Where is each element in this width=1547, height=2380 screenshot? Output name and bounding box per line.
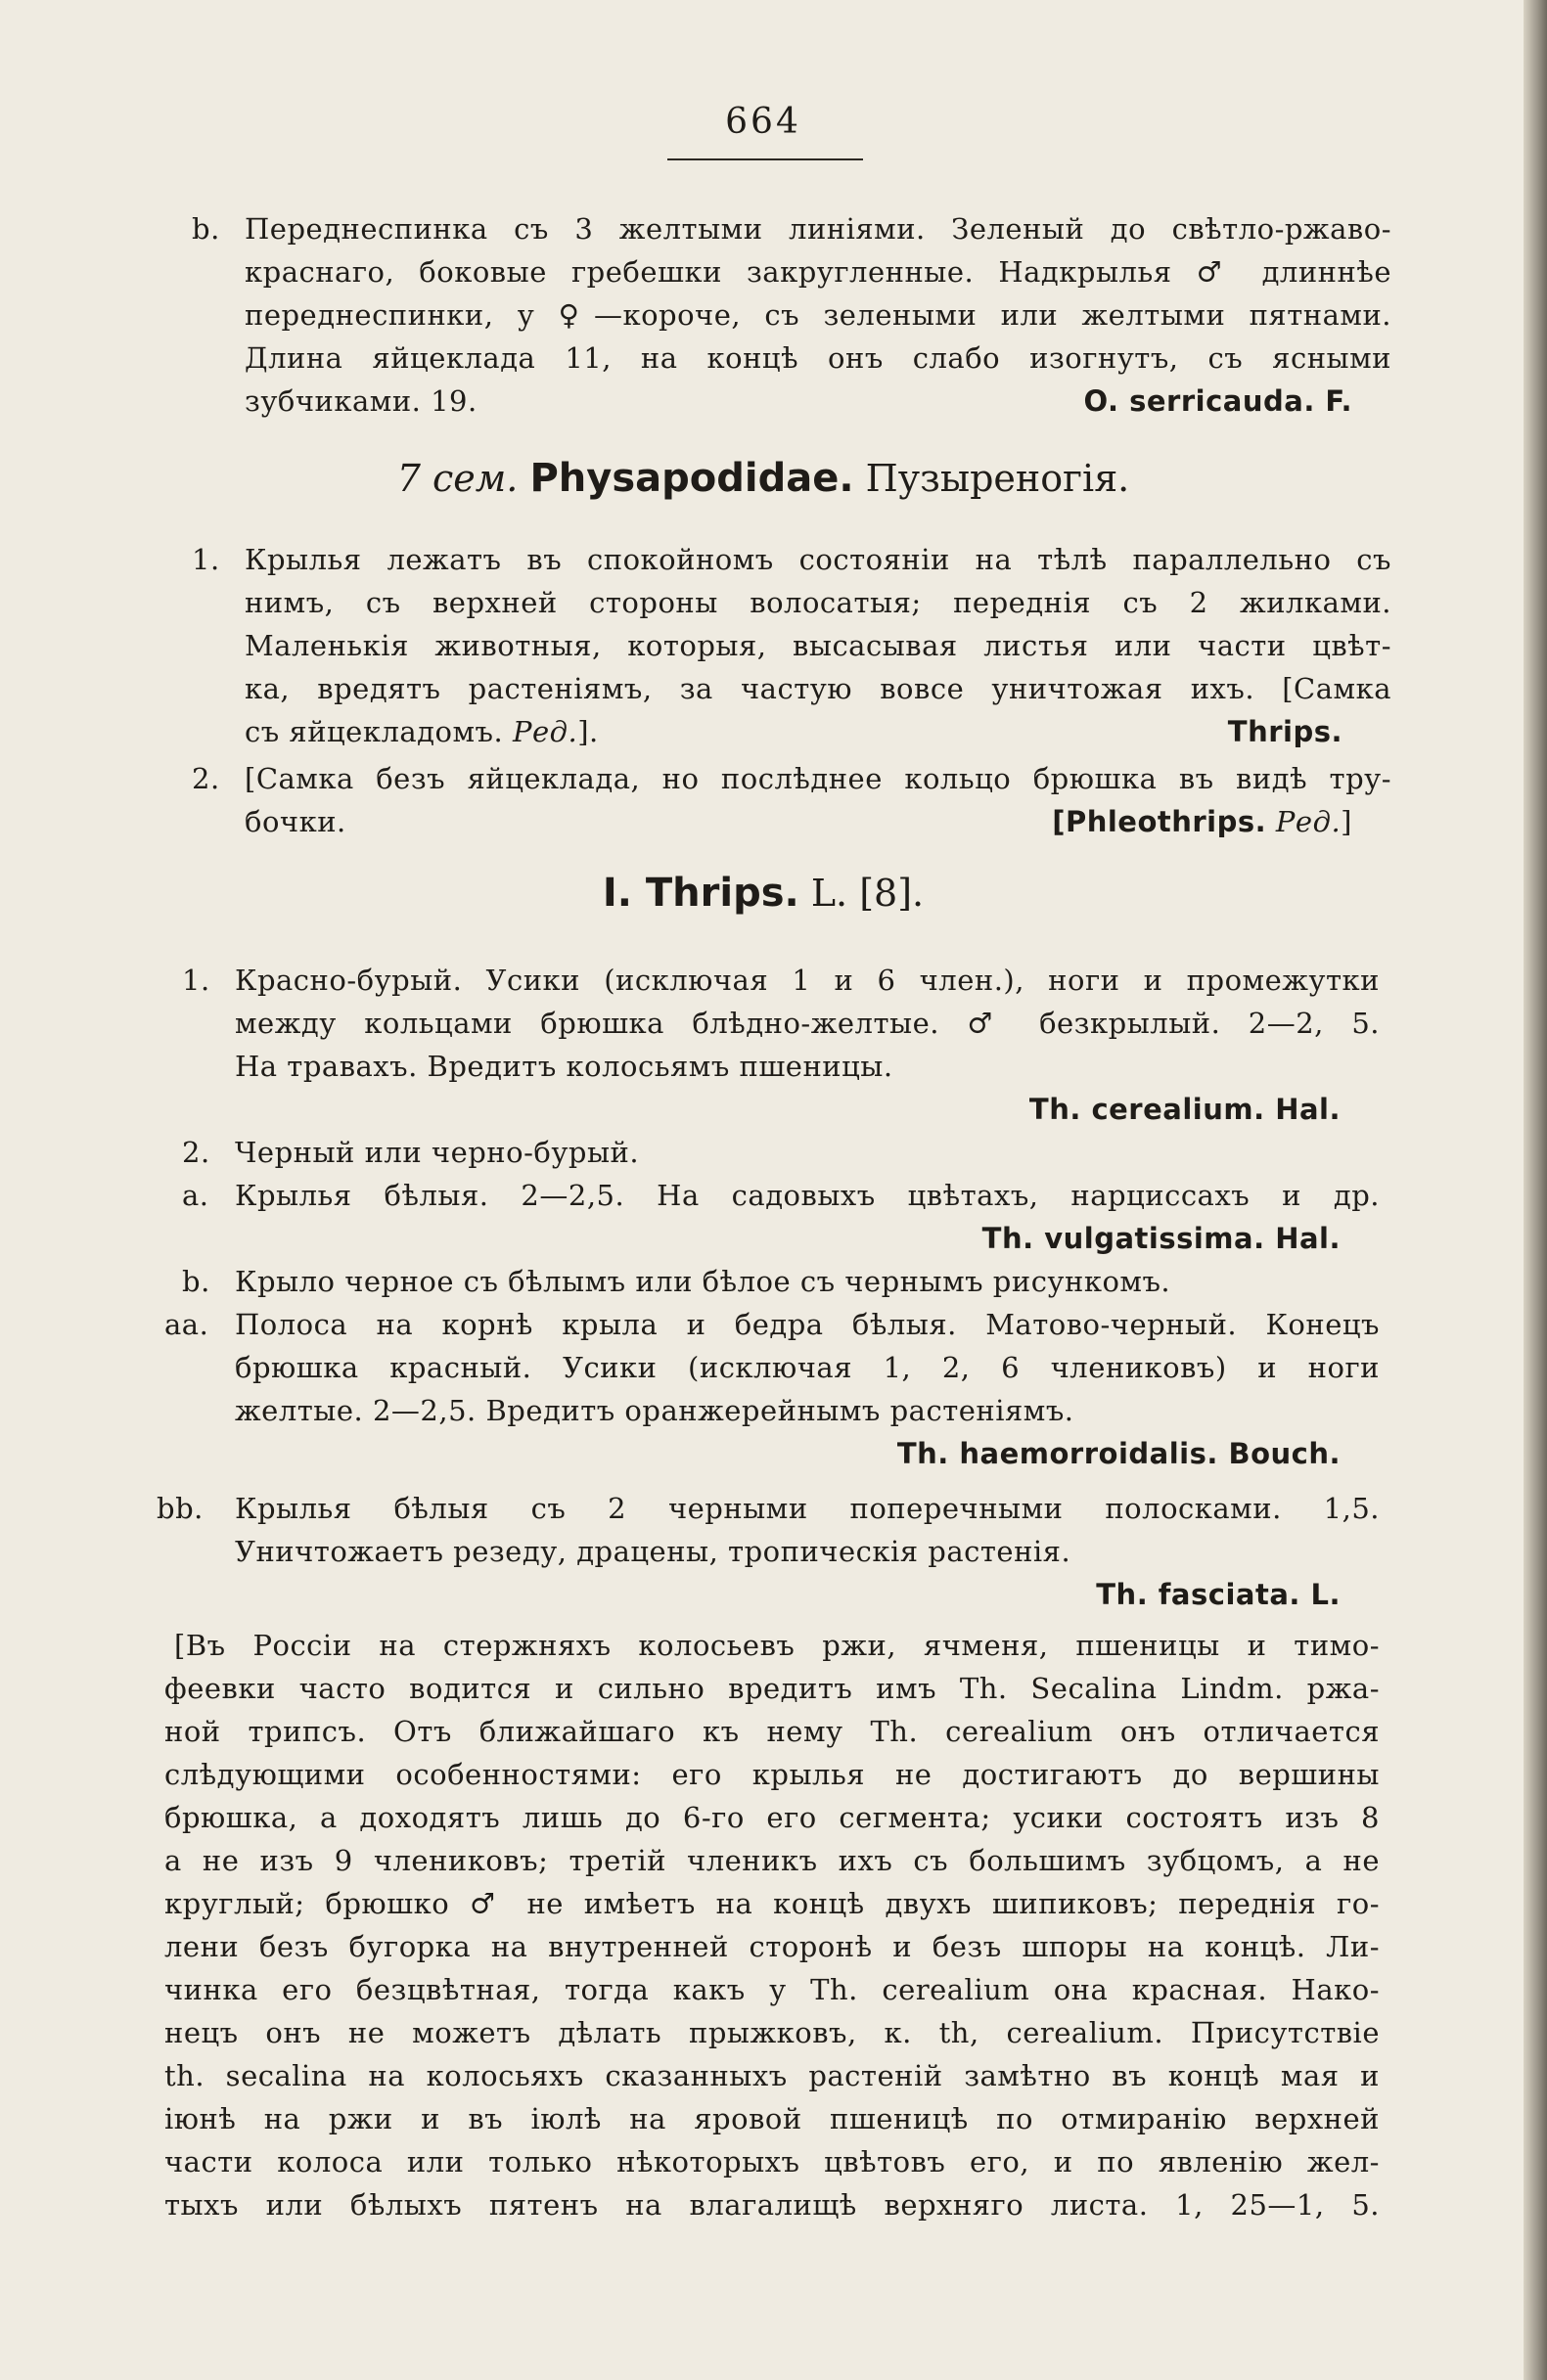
genus-item-text — [235, 1260, 1380, 1303]
text-line: Уничтожаетъ резеду, драцены, тропическія растенія. — [235, 1535, 1071, 1568]
text-line: Крылья лежатъ въ спокойномъ состояніи на тѣлѣ параллельно съ — [245, 543, 1391, 576]
genus-item-marker: 2. — [182, 1136, 210, 1169]
text-line: На травахъ. Вредитъ колосьямъ пшеницы. — [235, 1050, 893, 1083]
text-line: части колоса или только нѣкоторыхъ цвѣтовъ его, и по явленію жел- — [164, 2145, 1380, 2178]
text-line — [245, 380, 1391, 423]
genus-heading-name: I. Thrips. — [602, 871, 799, 916]
entry-marker-top: b. — [192, 212, 220, 246]
text-line: брюшка, а доходятъ лишь до 6-го его сегмента; усики состоятъ изъ 8 — [164, 1801, 1380, 1834]
text-line-end: съ яйцекладомъ. — [245, 715, 504, 748]
text-line: [Самка безъ яйцеклада, но послѣднее кольцо брюшка въ видѣ тру- — [245, 762, 1391, 795]
family-heading — [0, 456, 1526, 501]
genus-item-marker: b. — [182, 1265, 210, 1298]
species-name: Th. haemorroidalis. Bouch. — [896, 1437, 1341, 1470]
text-line: желтые. 2—2,5. Вредитъ оранжерейнымъ растеніямъ. — [235, 1394, 1074, 1427]
text-line: нимъ, съ верхней стороны волосатыя; переднія съ 2 жилками. — [245, 586, 1391, 619]
text-line: брюшка красный. Усики (исключая 1, 2, 6 члениковъ) и ноги — [235, 1351, 1380, 1384]
species-name: Th. cerealium. Hal. — [1028, 1093, 1341, 1126]
page-edge-shadow — [1524, 0, 1547, 2380]
text-line: Крылья бѣлыя. 2—2,5. На садовыхъ цвѣтахъ, нарциссахъ и др. — [235, 1179, 1380, 1212]
genus-name: Thrips. — [1227, 715, 1342, 748]
genus-item-text — [235, 1131, 1380, 1174]
genus-item-marker: 1. — [182, 964, 210, 997]
text-line-end: зубчиками. 19. — [245, 384, 478, 418]
text-line: Длина яйцеклада 11, на концѣ онъ слабо изогнутъ, съ ясными — [245, 341, 1391, 375]
text-line: [Въ Россіи на стержняхъ колосьевъ ржи, ячменя, пшеницы и тимо- — [174, 1629, 1380, 1662]
text-line: краснаго, боковые гребешки закругленные. Надкрылья ♂ длиннѣе — [245, 255, 1391, 289]
species-name: Th. vulgatissima. Hal. — [981, 1222, 1341, 1255]
text-line: между кольцами брюшка блѣдно-желтые. ♂ безкрылый. 2—2, 5. — [235, 1007, 1380, 1040]
text-line: Маленькія животныя, которыя, высасывая листья или части цвѣт- — [245, 629, 1391, 662]
editor-note: Ред. — [512, 715, 578, 748]
genus-name-group — [1052, 800, 1352, 843]
family-name: Physapodidae. — [529, 456, 854, 501]
genus-item-text — [235, 1487, 1380, 1616]
text-line: а не изъ 9 члениковъ; третій членикъ ихъ съ большимъ зубцомъ, а не — [164, 1844, 1380, 1877]
text-line: іюнѣ на ржи и въ іюлѣ на яровой пшеницѣ по отмиранію верхней — [164, 2102, 1380, 2135]
page-number: 664 — [725, 102, 801, 142]
genus-item-text — [235, 1303, 1380, 1475]
bracket-close: ]. — [577, 715, 599, 748]
header-rule — [667, 158, 863, 160]
genus-heading-author: L. [8]. — [810, 872, 925, 915]
text-line: ной трипсъ. Отъ ближайшаго къ нему Th. cerealium онъ отличается — [164, 1715, 1380, 1748]
text-line: ка, вредятъ растеніямъ, за частую вовсе уничтожая ихъ. [Самка — [245, 672, 1391, 705]
text-line: круглый; брюшко ♂ не имѣетъ на концѣ двухъ шипиковъ; переднія го- — [164, 1887, 1380, 1920]
family-russian: Пузыреногія. — [865, 457, 1130, 500]
species-name: O. serricauda. F. — [1083, 384, 1352, 418]
text-line: Полоса на корнѣ крыла и бедра бѣлыя. Матово-черный. Конецъ — [235, 1308, 1380, 1341]
text-line: феевки часто водится и сильно вредитъ имъ Th. Secalina Lindm. ржа- — [164, 1672, 1380, 1705]
text-line: Черный или черно-бурый. — [235, 1136, 640, 1169]
genus-item-marker: a. — [182, 1179, 209, 1212]
text-line: тыхъ или бѣлыхъ пятенъ на влагалищѣ верхняго листа. 1, 25—1, 5. — [164, 2188, 1380, 2222]
text-line: Переднеспинка съ 3 желтыми линіями. Зеленый до свѣтло-ржаво- — [245, 212, 1391, 246]
family-prefix: 7 сем. — [396, 457, 519, 500]
genus-item-text — [235, 1174, 1380, 1260]
text-line: слѣдующими особенностями: его крылья не достигаютъ до вершины — [164, 1758, 1380, 1791]
family-item-marker: 2. — [192, 762, 220, 795]
species-name: Th. fasciata. L. — [1096, 1578, 1341, 1611]
text-line: Крылья бѣлыя съ 2 черными поперечными полосками. 1,5. — [235, 1492, 1380, 1525]
text-line: нецъ онъ не можетъ дѣлать прыжковъ, к. th, cerealium. Присутствіе — [164, 2016, 1380, 2049]
editor-note-paragraph — [164, 1624, 1380, 2226]
bracket-close: ] — [1341, 805, 1352, 838]
family-item-text — [245, 757, 1391, 843]
text-line — [245, 800, 1391, 843]
text-line: чинка его безцвѣтная, тогда какъ у Th. cerealium она красная. Нако- — [164, 1973, 1380, 2006]
genus-name: [Phleothrips. — [1052, 805, 1267, 838]
text-line — [245, 710, 1391, 753]
family-item-text — [245, 538, 1391, 753]
text-line: th. secalina на колосьяхъ сказанныхъ растеній замѣтно въ концѣ мая и — [164, 2059, 1380, 2092]
top-entry-text — [245, 207, 1391, 423]
text-line: Крыло черное съ бѣлымъ или бѣлое съ чернымъ рисункомъ. — [235, 1265, 1171, 1298]
genus-heading — [0, 871, 1526, 916]
text-line-end: бочки. — [245, 805, 346, 838]
text-line: лени безъ бугорка на внутренней сторонѣ и безъ шпоры на концѣ. Ли- — [164, 1930, 1380, 1963]
family-item-marker: 1. — [192, 543, 220, 576]
editor-note: Ред. — [1275, 805, 1342, 838]
genus-item-text — [235, 959, 1380, 1131]
text-line: Красно-бурый. Усики (исключая 1 и 6 член.), ноги и промежутки — [235, 964, 1380, 997]
text-line: переднеспинки, у ♀—короче, съ зелеными или желтыми пятнами. — [245, 298, 1391, 332]
genus-item-marker: bb. — [157, 1492, 204, 1525]
genus-item-marker: aa. — [164, 1308, 209, 1341]
